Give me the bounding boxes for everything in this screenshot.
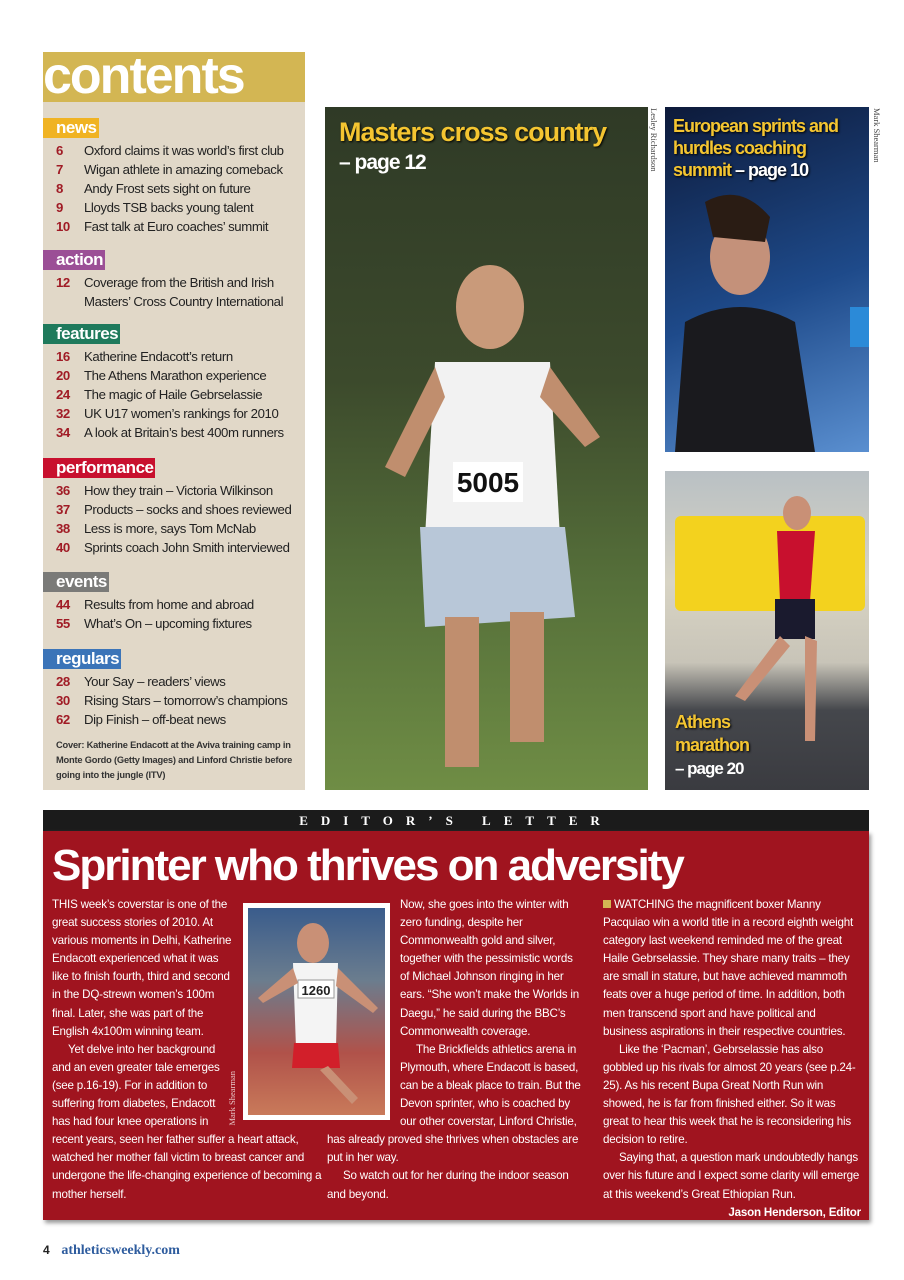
page-number: 16 — [56, 349, 70, 364]
paragraph — [603, 1041, 861, 1150]
photo-title: Masters cross country — [339, 117, 607, 147]
sprinter-illustration — [248, 908, 385, 1115]
contents-item[interactable] — [56, 273, 305, 311]
cover-caption: Cover: Katherine Endacott at the Aviva training camp in Monte Gordo (Getty Images) and Linford Christie before going into the jungle (ITV) — [56, 740, 293, 780]
contents-item[interactable] — [56, 404, 305, 423]
column-3 — [603, 896, 861, 1222]
item-title: Katherine Endacott’s return — [84, 349, 233, 364]
contents-item[interactable] — [56, 519, 305, 538]
paragraph-text: WATCHING the magnificent boxer Manny Pacquiao win a world title in a record eighth weight category last weekend reminded me of the great Haile Gebrselassie. They share many traits – they are small in stature, but have achieved mammoth feats over a huge period of time. In addition, both men transcend sport and have political and business aspirations in their respective countries. — [603, 898, 853, 1038]
page-number: 62 — [56, 712, 70, 727]
contents-panel — [43, 47, 305, 790]
page-number: 37 — [56, 502, 70, 517]
item-title: Wigan athlete in amazing comeback — [84, 162, 283, 177]
photo-page-ref: – page 12 — [339, 151, 426, 174]
section-heading: features — [43, 324, 120, 344]
page-number: 12 — [56, 275, 70, 290]
contents-item[interactable] — [56, 366, 305, 385]
page-number: 10 — [56, 219, 70, 234]
paragraph-text: Yet delve into her background and an even greater tale emerges (see p.16-19). For in addition to suffering from diabetes, Endacott has had four knee operations in recent years, seen her father suffer a heart attack, watched her mother fall victim to breast cancer and undergone the life-changing experience of becoming a mother herself. — [52, 1042, 322, 1201]
item-title: Less is more, says Tom McNab — [84, 521, 256, 536]
item-title: Fast talk at Euro coaches’ summit — [84, 219, 269, 234]
section-label: EDITOR’S LETTER — [299, 813, 613, 828]
contents-section-action — [43, 250, 305, 311]
section-heading: performance — [43, 458, 155, 478]
page-number: 34 — [56, 425, 70, 440]
paragraph-text: THIS week’s coverstar is one of the great success stories of 2010. At various moments in Delhi, Katherine Endacott experienced what it was like to finish fourth, third and second in the DQ-strewn women’s 100m final. Later, she was part of the English 4x100m winning team. — [52, 898, 232, 1038]
site-url[interactable]: athleticsweekly.com — [61, 1243, 180, 1258]
contents-item[interactable] — [56, 672, 305, 691]
paragraph-text: The Brickfields athletics arena in Plymouth, where Endacott is based, can be a bleak place to train. But the Devon sprinter, who is coached by our other coverstar, Linford Christie, has already proved she thrives when obstacles are put in her way. — [327, 1042, 581, 1165]
photo-credit: Mark Shearman — [227, 1071, 237, 1126]
section-heading: action — [43, 250, 105, 270]
page-number: 36 — [56, 483, 70, 498]
section-heading: news — [43, 118, 99, 138]
contents-section-regulars — [43, 649, 305, 729]
masters-cross-country-photo[interactable] — [325, 107, 648, 790]
contents-item[interactable] — [56, 385, 305, 404]
bib-number: 5005 — [456, 467, 520, 498]
runner-illustration — [325, 107, 648, 790]
item-title: Andy Frost sets sight on future — [84, 181, 251, 196]
bib-number: 1260 — [301, 983, 331, 998]
contents-item[interactable] — [56, 423, 305, 442]
editors-letter — [43, 831, 869, 1220]
photo-credit: Mark Shearman — [872, 108, 882, 163]
contents-item[interactable] — [56, 347, 305, 366]
paragraph-text: Saying that, a question mark undoubtedly hangs over his future and I expect some clarity will emerge at this weekend’s Great Ethiopian Run. — [603, 1151, 860, 1201]
page-number: 6 — [56, 143, 63, 158]
contents-item[interactable] — [56, 179, 305, 198]
paragraph-text: Like the ‘Pacman’, Gebrselassie has also gobbled up his rivals for almost 20 years (see p.24-25). As his recent Bupa Great North Run win showed, he is far from finished either. So it was great to hear this week that he is reconsidering his decision to retire. — [603, 1042, 856, 1147]
paragraph — [603, 1149, 861, 1203]
paragraph — [603, 896, 861, 1041]
contents-header — [43, 47, 305, 105]
item-title: Coverage from the British and Irish Masters’ Cross Country International — [84, 275, 284, 309]
item-title: Dip Finish – off-beat news — [84, 712, 226, 727]
page-number: 40 — [56, 540, 70, 555]
contents-section-performance — [43, 458, 305, 557]
item-title: How they train – Victoria Wilkinson — [84, 483, 273, 498]
contents-item[interactable] — [56, 160, 305, 179]
contents-section-events — [43, 572, 305, 633]
contents-section-news — [43, 118, 305, 236]
page-number: 44 — [56, 597, 70, 612]
contents-item[interactable] — [56, 538, 305, 557]
page-number: 28 — [56, 674, 70, 689]
headline: Sprinter who thrives on adversity — [52, 841, 683, 890]
contents-item[interactable] — [56, 198, 305, 217]
item-title: Rising Stars – tomorrow’s champions — [84, 693, 288, 708]
page-number: 9 — [56, 200, 63, 215]
page-number: 30 — [56, 693, 70, 708]
photo-title: European sprints and hurdles coaching summit – page 10 — [673, 116, 839, 180]
item-title: Results from home and abroad — [84, 597, 254, 612]
item-title: Your Say – readers’ views — [84, 674, 226, 689]
section-heading: events — [43, 572, 109, 592]
contents-item[interactable] — [56, 141, 305, 160]
contents-title: contents — [43, 47, 244, 105]
contents-item[interactable] — [56, 614, 305, 633]
page-number: 38 — [56, 521, 70, 536]
item-title: Oxford claims it was world’s first club — [84, 143, 284, 158]
photo-credit: Lesley Richardson — [649, 108, 659, 172]
item-title: What’s On – upcoming fixtures — [84, 616, 252, 631]
contents-item[interactable] — [56, 710, 305, 729]
page-number: 55 — [56, 616, 70, 631]
contents-item[interactable] — [56, 481, 305, 500]
paragraph-text: Now, she goes into the winter with zero funding, despite her Commonwealth gold and silver, together with the pessimistic words of Michael Johnson ringing in her ears. “She won’t make the Worlds in Daegu,” he said during the BBC’s Commonwealth coverage. — [400, 898, 580, 1038]
editors-letter-band — [43, 810, 869, 831]
section-heading: regulars — [43, 649, 121, 669]
paragraph — [327, 1167, 583, 1203]
item-title: UK U17 women’s rankings for 2010 — [84, 406, 279, 421]
item-title: Sprints coach John Smith interviewed — [84, 540, 290, 555]
item-title: A look at Britain’s best 400m runners — [84, 425, 284, 440]
bullet-icon — [603, 900, 611, 908]
page-number: 8 — [56, 181, 63, 196]
page-number: 24 — [56, 387, 70, 402]
item-title: Products – socks and shoes reviewed — [84, 502, 292, 517]
item-title: Lloyds TSB backs young talent — [84, 200, 254, 215]
contents-section-features — [43, 324, 305, 442]
page-number: 7 — [56, 162, 63, 177]
endacott-photo[interactable] — [243, 903, 390, 1120]
page-number: 4 — [43, 1243, 50, 1257]
coaching-summit-photo[interactable] — [665, 107, 869, 452]
athens-marathon-photo[interactable] — [665, 471, 869, 790]
contents-item[interactable] — [56, 217, 305, 236]
contents-item[interactable] — [56, 691, 305, 710]
page-number: 20 — [56, 368, 70, 383]
page-number: 32 — [56, 406, 70, 421]
contents-item[interactable] — [56, 500, 305, 519]
signature: Jason Henderson, Editor — [728, 1205, 861, 1219]
footer — [43, 1242, 180, 1259]
photo-title: Athens marathon — [675, 712, 750, 755]
contents-item[interactable] — [56, 595, 305, 614]
paragraph-text: So watch out for her during the indoor season and beyond. — [327, 1169, 569, 1201]
photo-page-ref: – page 20 — [675, 759, 744, 778]
item-title: The magic of Haile Gebrselassie — [84, 387, 263, 402]
item-title: The Athens Marathon experience — [84, 368, 267, 383]
